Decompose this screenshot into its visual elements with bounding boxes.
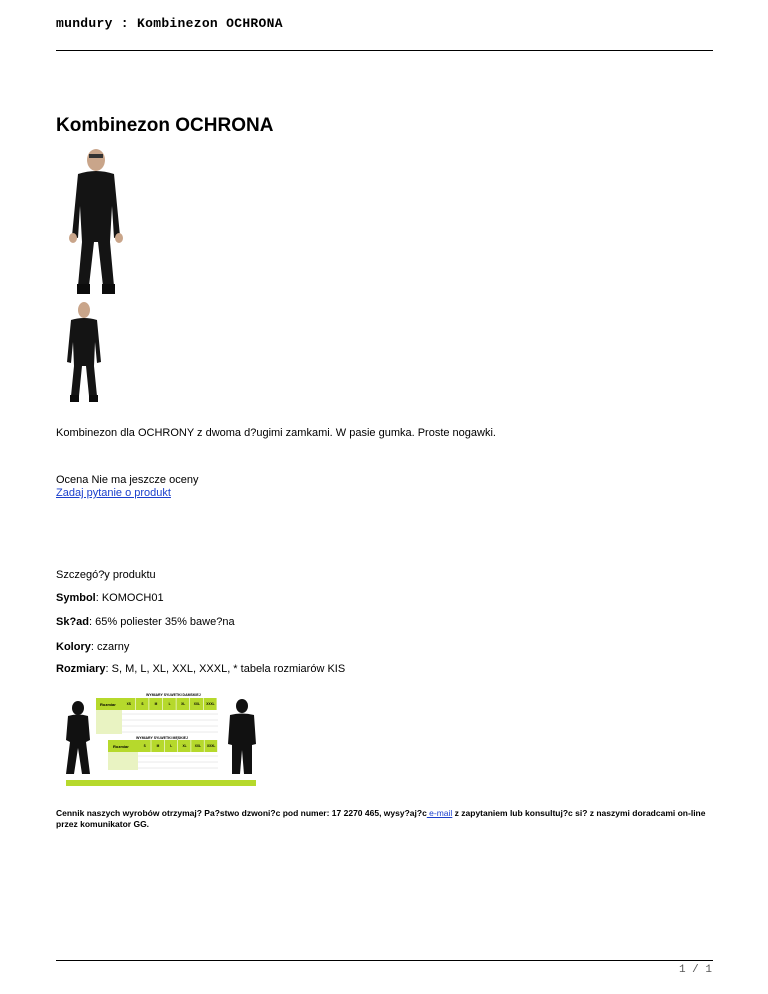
detail-symbol (56, 592, 164, 604)
header-rule (56, 50, 713, 51)
product-photo-side (56, 300, 112, 404)
size-header-label: S (143, 744, 146, 748)
ask-question-link[interactable]: Zadaj pytanie o produkt (56, 487, 171, 499)
footer-rule (56, 960, 713, 961)
size-header-label: XL (181, 702, 186, 706)
women-table-title: WYMIARY SYLWETKI DAMSKIEJ (146, 693, 201, 697)
detail-kolory-value: : czarny (90, 641, 130, 653)
detail-kolory (56, 641, 129, 653)
detail-rozmiary-value: : S, M, L, XL, XXL, XXXL, * tabela rozmiarów KIS (105, 663, 346, 675)
women-row-label: Rozmiar (100, 702, 116, 707)
document-header: mundury : Kombinezon OCHRONA (56, 16, 283, 31)
size-chart-image (56, 688, 266, 788)
note-text-after: z zapytaniem lub konsultuj?c si? z naszymi doradcami on-line przez komunikator GG. (56, 808, 706, 829)
size-header-label: XXXL (206, 744, 216, 748)
detail-sklad (56, 616, 235, 628)
detail-symbol-label: Symbol (56, 592, 96, 604)
size-header-label: XXL (193, 702, 200, 706)
email-link[interactable]: e-mail (426, 808, 453, 818)
size-header-label: L (170, 744, 173, 748)
size-header-label: M (156, 744, 160, 748)
size-header-label: XS (126, 702, 131, 706)
detail-kolory-label: Kolory (56, 641, 91, 653)
men-row-label: Rozmiar (113, 744, 129, 749)
size-header-label: XXL (194, 744, 201, 748)
detail-sklad-label: Sk?ad (56, 616, 90, 628)
size-header-label: XXXL (206, 702, 215, 706)
rating-text: Ocena Nie ma jeszcze oceny (56, 474, 199, 486)
price-info-note (56, 808, 706, 830)
note-text-before: Cennik naszych wyrobów otrzymaj? Pa?stwo dzwoni?c pod numer: 17 2270 465, wysy?aj?c (56, 808, 427, 818)
detail-sklad-value: : 65% poliester 35% bawe?na (89, 616, 235, 628)
size-header-label: L (168, 702, 171, 706)
men-table-title: WYMIARY SYLWETKI MĘSKIEJ (136, 736, 188, 740)
size-header-label: XL (182, 744, 187, 748)
detail-rozmiary (56, 663, 345, 675)
product-photo-front (56, 146, 136, 298)
page-title: Kombinezon OCHRONA (56, 115, 274, 136)
product-description: Kombinezon dla OCHRONY z dwoma d?ugimi zamkami. W pasie gumka. Proste nogawki. (56, 427, 496, 439)
size-header-label: S (141, 702, 144, 706)
details-heading: Szczegó?y produktu (56, 569, 156, 581)
detail-symbol-value: : KOMOCH01 (95, 592, 164, 604)
detail-rozmiary-label: Rozmiary (56, 663, 106, 675)
page-counter: 1 / 1 (678, 964, 712, 976)
size-header-label: M (154, 702, 158, 706)
